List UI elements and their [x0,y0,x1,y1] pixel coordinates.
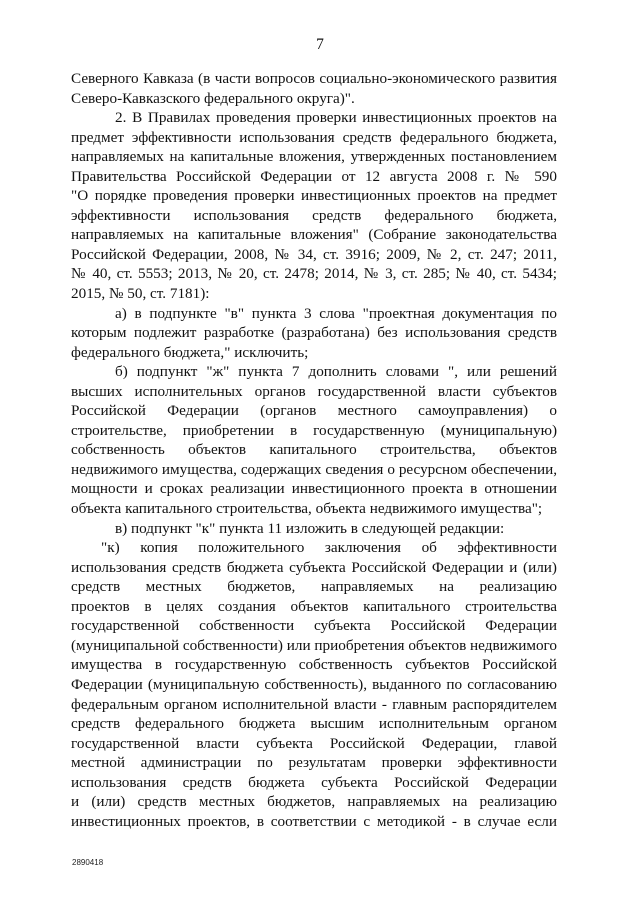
text-line: направляемых на капитальные вложения, утвержденных постановлением [71,148,557,166]
text-line: Северного Кавказа (в части вопросов социально-экономического развития [71,70,557,87]
text-line: "О порядке проведения проверки инвестиционных проектов на предмет [71,187,557,205]
text-line: № 40, ст. 5553; 2013, № 20, ст. 2478; 2014, № 3, ст. 285; № 40, ст. 5434; [71,265,557,283]
page-number: 7 [316,36,324,53]
text-line: высших исполнительных органов государственной власти субъектов [71,382,557,400]
text-line: "к) копия положительного заключения об эффективности [101,539,557,557]
text-line: федеральным органом исполнительной власти - главным распорядителем [71,695,557,713]
text-line: строительстве, приобретении в государственную (муниципальную) [71,421,557,439]
text-line: эффективности использования средств федерального бюджета, [71,206,557,224]
text-line: 2015, № 50, ст. 7181): [71,285,210,303]
text-line: Северо-Кавказского федерального округа)". [71,89,355,107]
text-line: Правительства Российской Федерации от 12 августа 2008 г. № 590 [71,167,557,185]
text-line: а) в подпункте "в" пункта 3 слова "проектная документация по [115,304,557,322]
text-line: государственной собственности субъекта Российской Федерации [71,617,557,635]
text-line: мощности и сроках реализации инвестиционного проекта в отношении [71,480,557,498]
text-line: собственность объектов капитального строительства, объектов [71,441,557,459]
text-line: направляемых на капитальные вложения" (Собрание законодательства [71,226,557,244]
text-line: использования средств бюджета субъекта Российской Федерации и (или) [71,558,557,576]
document-body [71,69,557,831]
text-line: местной администрации по результатам проверки эффективности [71,754,557,772]
text-line: Федерации (муниципальную собственность), выданного по согласованию [71,675,557,693]
text-line: инвестиционных проектов, в соответствии с методикой - в случае если [71,812,557,830]
text-line: Российской Федерации (органов местного самоуправления) о [71,402,557,420]
text-line: имущества в государственную собственность субъектов Российской [71,656,557,674]
text-line: 2. В Правилах проведения проверки инвестиционных проектов на [115,109,557,127]
text-line: объекта капитального строительства, объекта недвижимого имущества"; [71,500,543,518]
text-line: б) подпункт "ж" пункта 7 дополнить словами ", или решений [115,363,557,381]
text-line: и (или) средств местных бюджетов, направляемых на реализацию [71,793,557,811]
text-line: которым подлежит разработке (разработана) без использования средств [71,324,557,342]
text-line: федерального бюджета," исключить; [71,343,309,361]
text-line: проектов в целях создания объектов капитального строительства [71,597,557,615]
text-line: (муниципальной собственности) или приобретения объектов недвижимого [71,636,557,654]
text-line: государственной власти субъекта Российской Федерации, главой [71,734,557,752]
text-line: в) подпункт "к" пункта 11 изложить в следующей редакции: [115,519,505,537]
text-line: средств федерального бюджета высшим исполнительным органом [71,715,557,733]
text-line: Российской Федерации, 2008, № 34, ст. 3916; 2009, № 2, ст. 247; 2011, [71,245,557,263]
document-code: 2890418 [72,858,104,867]
text-line: средств местных бюджетов, направляемых на реализацию [71,578,557,596]
text-line: использования средств бюджета субъекта Российской Федерации [71,773,557,791]
text-line: предмет эффективности использования средств федерального бюджета, [71,128,557,146]
text-line: недвижимого имущества, содержащих сведения о ресурсном обеспечении, [71,460,557,478]
